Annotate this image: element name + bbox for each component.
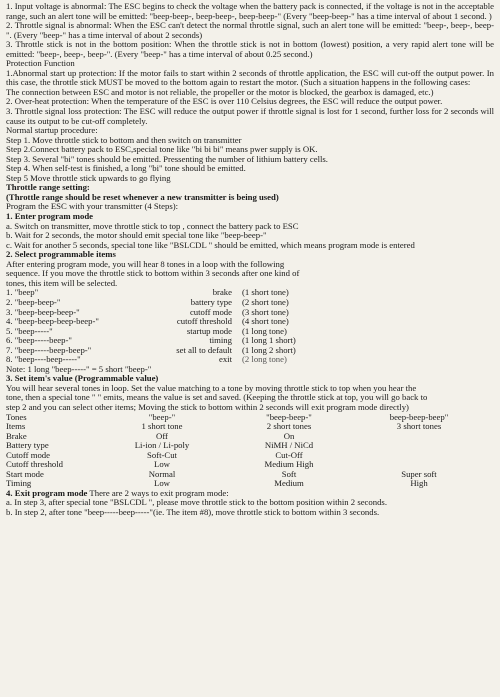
table-cell: Soft — [281, 468, 297, 479]
table-cell: Off — [156, 430, 168, 441]
item-label: startup mode — [186, 325, 232, 336]
table-cell — [364, 432, 474, 442]
startup-step-1: Step 1. Move throttle stick to bottom and then switch on transmitter — [6, 134, 242, 145]
table-cell: "beep-" — [148, 411, 176, 422]
table-cell: Super soft — [401, 468, 437, 479]
item-label: brake — [212, 287, 232, 298]
enter-step-a: a. Switch on transmitter, move throttle stick to top , connect the battery pack to ESC — [6, 220, 299, 231]
tone-count: (2 long tone) — [242, 354, 287, 365]
table-cell: Medium High — [264, 459, 314, 470]
table-cell: Normal — [148, 468, 176, 479]
table-row — [6, 432, 494, 442]
table-cell: Soft-Cut — [147, 449, 177, 460]
protection-overheat: 2. Over-heat protection: When the temperature of the ESC is over 110 Celsius degrees, the ESC will reduce the output power. — [6, 96, 443, 107]
tone-label: 7. "beep-----beep-beep-" — [6, 344, 92, 355]
table-cell: Brake — [6, 430, 27, 441]
tone-count: (1 short tone) — [242, 287, 289, 298]
tone-label: 6. "beep-----beep-" — [6, 335, 72, 346]
alert-voltage: 1. Input voltage is abnormal: The ESC begins to check the voltage when the battery pack is connected, if the voltage is not in the acceptable range, such an alert tone will be emitted: "beep-beep-, beep-beep-, beep-beep-" (Every "beep-beep-" has a time interval of about 1 second. ) — [6, 1, 494, 21]
item-label: cutoff mode — [189, 306, 232, 317]
enter-program-heading: 1. Enter program mode — [6, 211, 94, 222]
table-cell: Low — [154, 478, 170, 489]
table-cell: Cut-Off — [275, 449, 303, 460]
table-cell: High — [410, 478, 428, 489]
table-cell: "beep-beep-" — [266, 411, 312, 422]
table-cell — [364, 451, 474, 461]
table-cell — [364, 441, 474, 451]
table-cell: beep-beep-beep" — [389, 411, 449, 422]
item-label: set all to default — [176, 344, 232, 355]
table-cell: Li-ion / Li-poly — [134, 440, 190, 451]
select-items-intro: After entering program mode, you will hear 8 tones in a loop with the following sequence. If you move the throttle stick to bottom within 3 seconds after one kind of tones, this item will be selected. — [6, 258, 300, 288]
table-cell: Cutoff mode — [6, 449, 50, 460]
set-value-heading: 3. Set item's value (Programmable value) — [6, 373, 159, 384]
tone-note: Note: 1 long "beep-----" = 5 short "beep-" — [6, 363, 152, 374]
table-cell: On — [283, 430, 295, 441]
table-cell: Timing — [6, 478, 32, 489]
table-cell: Items — [6, 421, 26, 432]
exit-way-a: a. In step 3, after special tone "BSLCDL ", please move throttle stick to the bottom position within 2 seconds. — [6, 497, 387, 508]
protection-heading: Protection Function — [6, 58, 75, 69]
table-cell: 2 short tones — [266, 421, 312, 432]
item-label: cutoff threshold — [176, 316, 232, 327]
tone-count: (2 short tone) — [242, 296, 289, 307]
item-label: exit — [218, 354, 232, 365]
tone-count: (1 long 1 short) — [242, 335, 296, 346]
select-items-heading: 2. Select programmable items — [6, 249, 116, 260]
table-cell: Start mode — [6, 468, 44, 479]
tone-count: (1 long 2 short) — [242, 344, 296, 355]
alert-throttle-signal: 2. Throttle signal is abnormal: When the ESC can't detect the normal throttle signal, such an alert tone will be emitted: "beep-, beep-, beep-". (Every "beep-" has a time interval of about 2 seconds) — [6, 20, 494, 40]
protection-startup: 1.Abnormal start up protection: If the motor fails to start within 2 seconds of throttle application, the ESC will cut-off the output power. In this case, the throttle stick MUST be moved to the bottom again to restart the motor. (Such a situation happens in the following cases: — [6, 67, 494, 88]
startup-step-5: Step 5 Move throttle stick upwards to go flying — [6, 172, 171, 183]
tone-label: 8. "beep----beep-----" — [6, 354, 81, 365]
table-cell: Tones — [6, 411, 27, 422]
tone-count: (4 short tone) — [242, 316, 289, 327]
startup-step-3: Step 3. Several "bi" tones should be emitted. Pressenting the number of lithium battery cells. — [6, 153, 328, 164]
throttle-range-heading: Throttle range setting: — [6, 182, 90, 193]
protection-cases: The connection between ESC and motor is not reliable, the propeller or the motor is blocked, the gearbox is damaged, etc.) — [6, 86, 434, 97]
tone-item-list — [6, 288, 494, 364]
table-cell: Medium — [274, 478, 304, 489]
tone-label: 3. "beep-beep-beep-" — [6, 306, 80, 317]
protection-signal-loss: 3. Throttle signal loss protection: The ESC will reduce the output power if throttle signal is lost for 1 second, further loss for 2 seconds will cause its output to be cut-off completely. — [6, 106, 494, 126]
exit-way-b: b. In step 2, after tone "beep-----beep-----"(ie. The item #8), move throttle stick to bottom within 3 seconds. — [6, 506, 380, 517]
enter-step-c: c. Wait for another 5 seconds, special tone like "BSLCDL " should be emitted, which means program mode is entered — [6, 239, 415, 250]
table-cell: Battery type — [6, 440, 49, 451]
item-label: timing — [209, 335, 232, 346]
tone-label: 1. "beep" — [6, 287, 39, 298]
exit-heading: 4. Exit program mode — [6, 487, 88, 498]
table-row — [6, 451, 494, 461]
tone-count: (1 long tone) — [242, 325, 287, 336]
table-cell: NiMH / NiCd — [264, 440, 314, 451]
startup-heading: Normal startup procedure: — [6, 125, 98, 136]
item-label: battery type — [190, 296, 232, 307]
tone-count: (3 short tone) — [242, 306, 289, 317]
set-value-intro: You will hear several tones in loop. Set the value matching to a tone by moving throttle stick to top when you hear the tone, then a special tone " " emits, means the value is set and saved. (Keeping the throttle stick at top, you will go back to step 2 and you can select other items; Moving the stick to bottom within 2 seconds will exit program mode directly) — [6, 382, 428, 412]
value-table — [6, 413, 494, 489]
throttle-range-intro: Program the ESC with your transmitter (4 Steps): — [6, 201, 179, 212]
table-row — [6, 441, 494, 451]
enter-step-b: b. Wait for 2 seconds, the motor should emit special tone like "beep-beep-" — [6, 230, 267, 241]
table-row — [6, 422, 494, 432]
startup-step-2: Step 2.Connect battery pack to ESC,special tone like "bi bi bi" means pwer supply is OK. — [6, 144, 318, 155]
alert-throttle-position: 3. Throttle stick is not in the bottom position: When the throttle stick is not in bottom (lowest) position, a very rapid alert tone will be emitted: "beep-, beep-, beep-". (Every "beep-" has a time interval of about 0.25 second.) — [6, 39, 494, 59]
table-cell: 3 short tones — [396, 421, 442, 432]
tone-label: 2. "beep-beep-" — [6, 296, 61, 307]
startup-step-4: Step 4. When self-test is finished, a long "bi" tone should be emitted. — [6, 163, 246, 174]
tone-label: 5. "beep-----" — [6, 325, 53, 336]
throttle-range-note: (Throttle range should be reset whenever a new transmitter is being used) — [6, 191, 279, 202]
tone-label: 4. "beep-beep-beep-beep-" — [6, 316, 99, 327]
exit-heading-rest: There are 2 ways to exit program mode: — [87, 487, 229, 498]
table-cell: Cutoff threshold — [6, 459, 64, 470]
table-cell: Low — [154, 459, 170, 470]
table-cell: 1 short tone — [141, 421, 183, 432]
